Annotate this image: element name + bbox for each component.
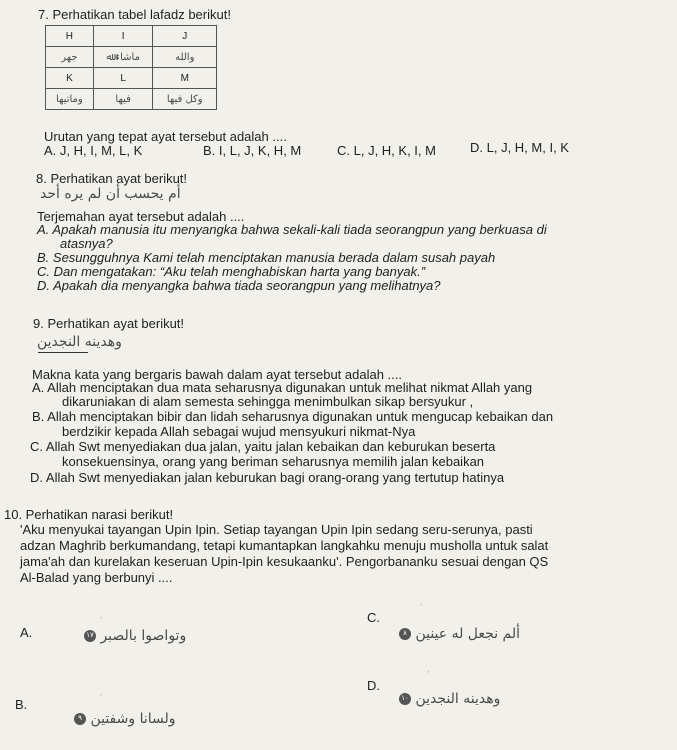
q10-narrative-line: 'Aku menyukai tayangan Upin Ipin. Setiap tayangan Upin Ipin sedang seru-serunya, pasti bbox=[20, 522, 533, 537]
table-cell: ﻭﻣﺎﺗﯿﮭﺎ bbox=[46, 89, 94, 110]
q8-stem: 8. Perhatikan ayat berikut! bbox=[36, 171, 188, 186]
table-cell: ﺟﮭﺮ bbox=[46, 47, 94, 68]
q10-option-b-arabic: ﻭﻟﺴﺎﻧﺎ ﻭﺷﻔﺘﻴﻦ bbox=[90, 711, 176, 727]
q9-option-d[interactable]: D. Allah Swt menyediakan jalan keburukan bagi orang-orang yang tertutup hatinya bbox=[30, 470, 505, 485]
q10-option-d-arabic: ﻭﻫﺪﻳﻨﻪ ﺍﻟﻨﺠﺪﻳﻦ bbox=[415, 691, 501, 707]
q8-option-c[interactable]: C. Dan mengatakan: “Aku telah menghabiskan harta yang banyak.” bbox=[37, 264, 426, 279]
table-cell: J bbox=[153, 26, 217, 47]
table-cell: K bbox=[46, 68, 94, 89]
q8-arabic-verse: ﺃﻡ ﻳﺤﺴﺐ ﺃﻥ ﻟﻢ ﻳﺮﻩ ﺃﺣﺪ bbox=[40, 186, 181, 202]
q8-option-d[interactable]: D. Apakah dia menyangka bahwa tiada seorangpun yang melihatnya? bbox=[37, 278, 441, 293]
q10-narrative-line: Al-Balad yang berbunyi .... bbox=[20, 570, 173, 585]
q10-option-d[interactable] bbox=[395, 690, 500, 708]
q7-option-b[interactable]: B. I, L, J, K, H, M bbox=[203, 143, 302, 158]
q8-option-a[interactable]: A. Apakah manusia itu menyangka bahwa sekali-kali tiada seorangpun yang berkuasa di bbox=[37, 222, 547, 237]
q8-option-b[interactable]: B. Sesungguhnya Kami telah menciptakan manusia berada dalam susah payah bbox=[37, 250, 496, 265]
q7-option-c[interactable]: C. L, J, H, K, I, M bbox=[337, 143, 436, 158]
q10-stem: 10. Perhatikan narasi berikut! bbox=[4, 507, 174, 522]
q9-instruction: Makna kata yang bergaris bawah dalam ayat tersebut adalah .... bbox=[32, 367, 402, 382]
q10-option-b-label[interactable]: B. bbox=[15, 697, 28, 712]
q9-option-b[interactable]: B. Allah menciptakan bibir dan lidah seharusnya digunakan untuk mengucap kebaikan dan bbox=[32, 409, 554, 424]
q7-option-a[interactable]: A. J, H, I, M, L, K bbox=[44, 143, 143, 158]
table-cell: L bbox=[93, 68, 153, 89]
q10-option-b[interactable] bbox=[70, 710, 176, 728]
q10-narrative-line: jama'ah dan kurelakan keseruan Upin-Ipin kesukaanku'. Pengorbananku sesuai dengan QS bbox=[20, 554, 549, 569]
q9-option-c-cont: konsekuensinya, orang yang beriman seharusnya memilih jalan kebaikan bbox=[62, 454, 485, 469]
q8-option-a-cont: atasnya? bbox=[60, 236, 113, 251]
q10-option-a-arabic: ﻭﺗﻮﺍﺻﻮﺍ ﺑﺎﻟﺼﺒﺮ bbox=[100, 628, 187, 644]
q10-option-a-label[interactable]: A. bbox=[20, 625, 33, 640]
q9-option-a-cont: dikaruniakan di alam semesta sehingga menimbulkan sikap bersyukur , bbox=[62, 394, 474, 409]
verse-number-icon: ١٠ bbox=[399, 693, 411, 705]
verse-number-icon: ٨ bbox=[399, 628, 411, 640]
q10-option-c-label[interactable]: C. bbox=[367, 610, 380, 625]
table-cell: ﻭﺍﻟﻠﻪ bbox=[153, 47, 217, 68]
table-cell: ﻭﻛﻞ ﻓﯿﮭﺎ bbox=[153, 89, 217, 110]
q9-option-b-cont: berdzikir kepada Allah sebagai wujud mensyukuri nikmat-Nya bbox=[62, 424, 416, 439]
verse-number-icon: ٩ bbox=[74, 713, 86, 725]
q7-stem: 7. Perhatikan tabel lafadz berikut! bbox=[38, 7, 231, 22]
q8-instruction: Terjemahan ayat tersebut adalah .... bbox=[37, 209, 245, 224]
table-cell: H bbox=[46, 26, 94, 47]
table-cell: M bbox=[153, 68, 217, 89]
q10-option-a[interactable] bbox=[80, 627, 186, 645]
q10-narrative-line: adzan Maghrib berkumandang, tetapi kumantapkan langkahku menuju mushollа untuk salat bbox=[20, 538, 549, 553]
lafadz-table bbox=[45, 25, 217, 110]
q7-option-d[interactable]: D. L, J, H, M, I, K bbox=[470, 140, 569, 155]
table-cell: ﻓﯿﮭﺎ bbox=[93, 89, 153, 110]
q9-option-c[interactable]: C. Allah Swt menyediakan dua jalan, yaitu jalan kebaikan dan keburukan beserta bbox=[30, 439, 496, 454]
q10-option-c[interactable] bbox=[395, 625, 520, 643]
verse-underline bbox=[38, 352, 88, 353]
q10-option-d-label[interactable]: D. bbox=[367, 678, 380, 693]
q9-option-a[interactable]: A. Allah menciptakan dua mata seharusnya digunakan untuk melihat nikmat Allah yang bbox=[32, 380, 533, 395]
q9-stem: 9. Perhatikan ayat berikut! bbox=[33, 316, 185, 331]
table-cell: I bbox=[93, 26, 153, 47]
verse-number-icon: ١٧ bbox=[84, 630, 96, 642]
table-cell: ﻣﺎﺷﺎﺀ ﷲ bbox=[93, 47, 153, 68]
q9-arabic-verse: ﻭﻫﺪﻳﻨﻪ ﺍﻟﻨﺠﺪﻳﻦ bbox=[37, 334, 122, 350]
q7-instruction: Urutan yang tepat ayat tersebut adalah .... bbox=[44, 129, 287, 144]
q10-option-c-arabic: ﺃﻟﻢ ﻧﺠﻌﻞ ﻟﻪ ﻋﻴﻨﻴﻦ bbox=[415, 626, 521, 642]
